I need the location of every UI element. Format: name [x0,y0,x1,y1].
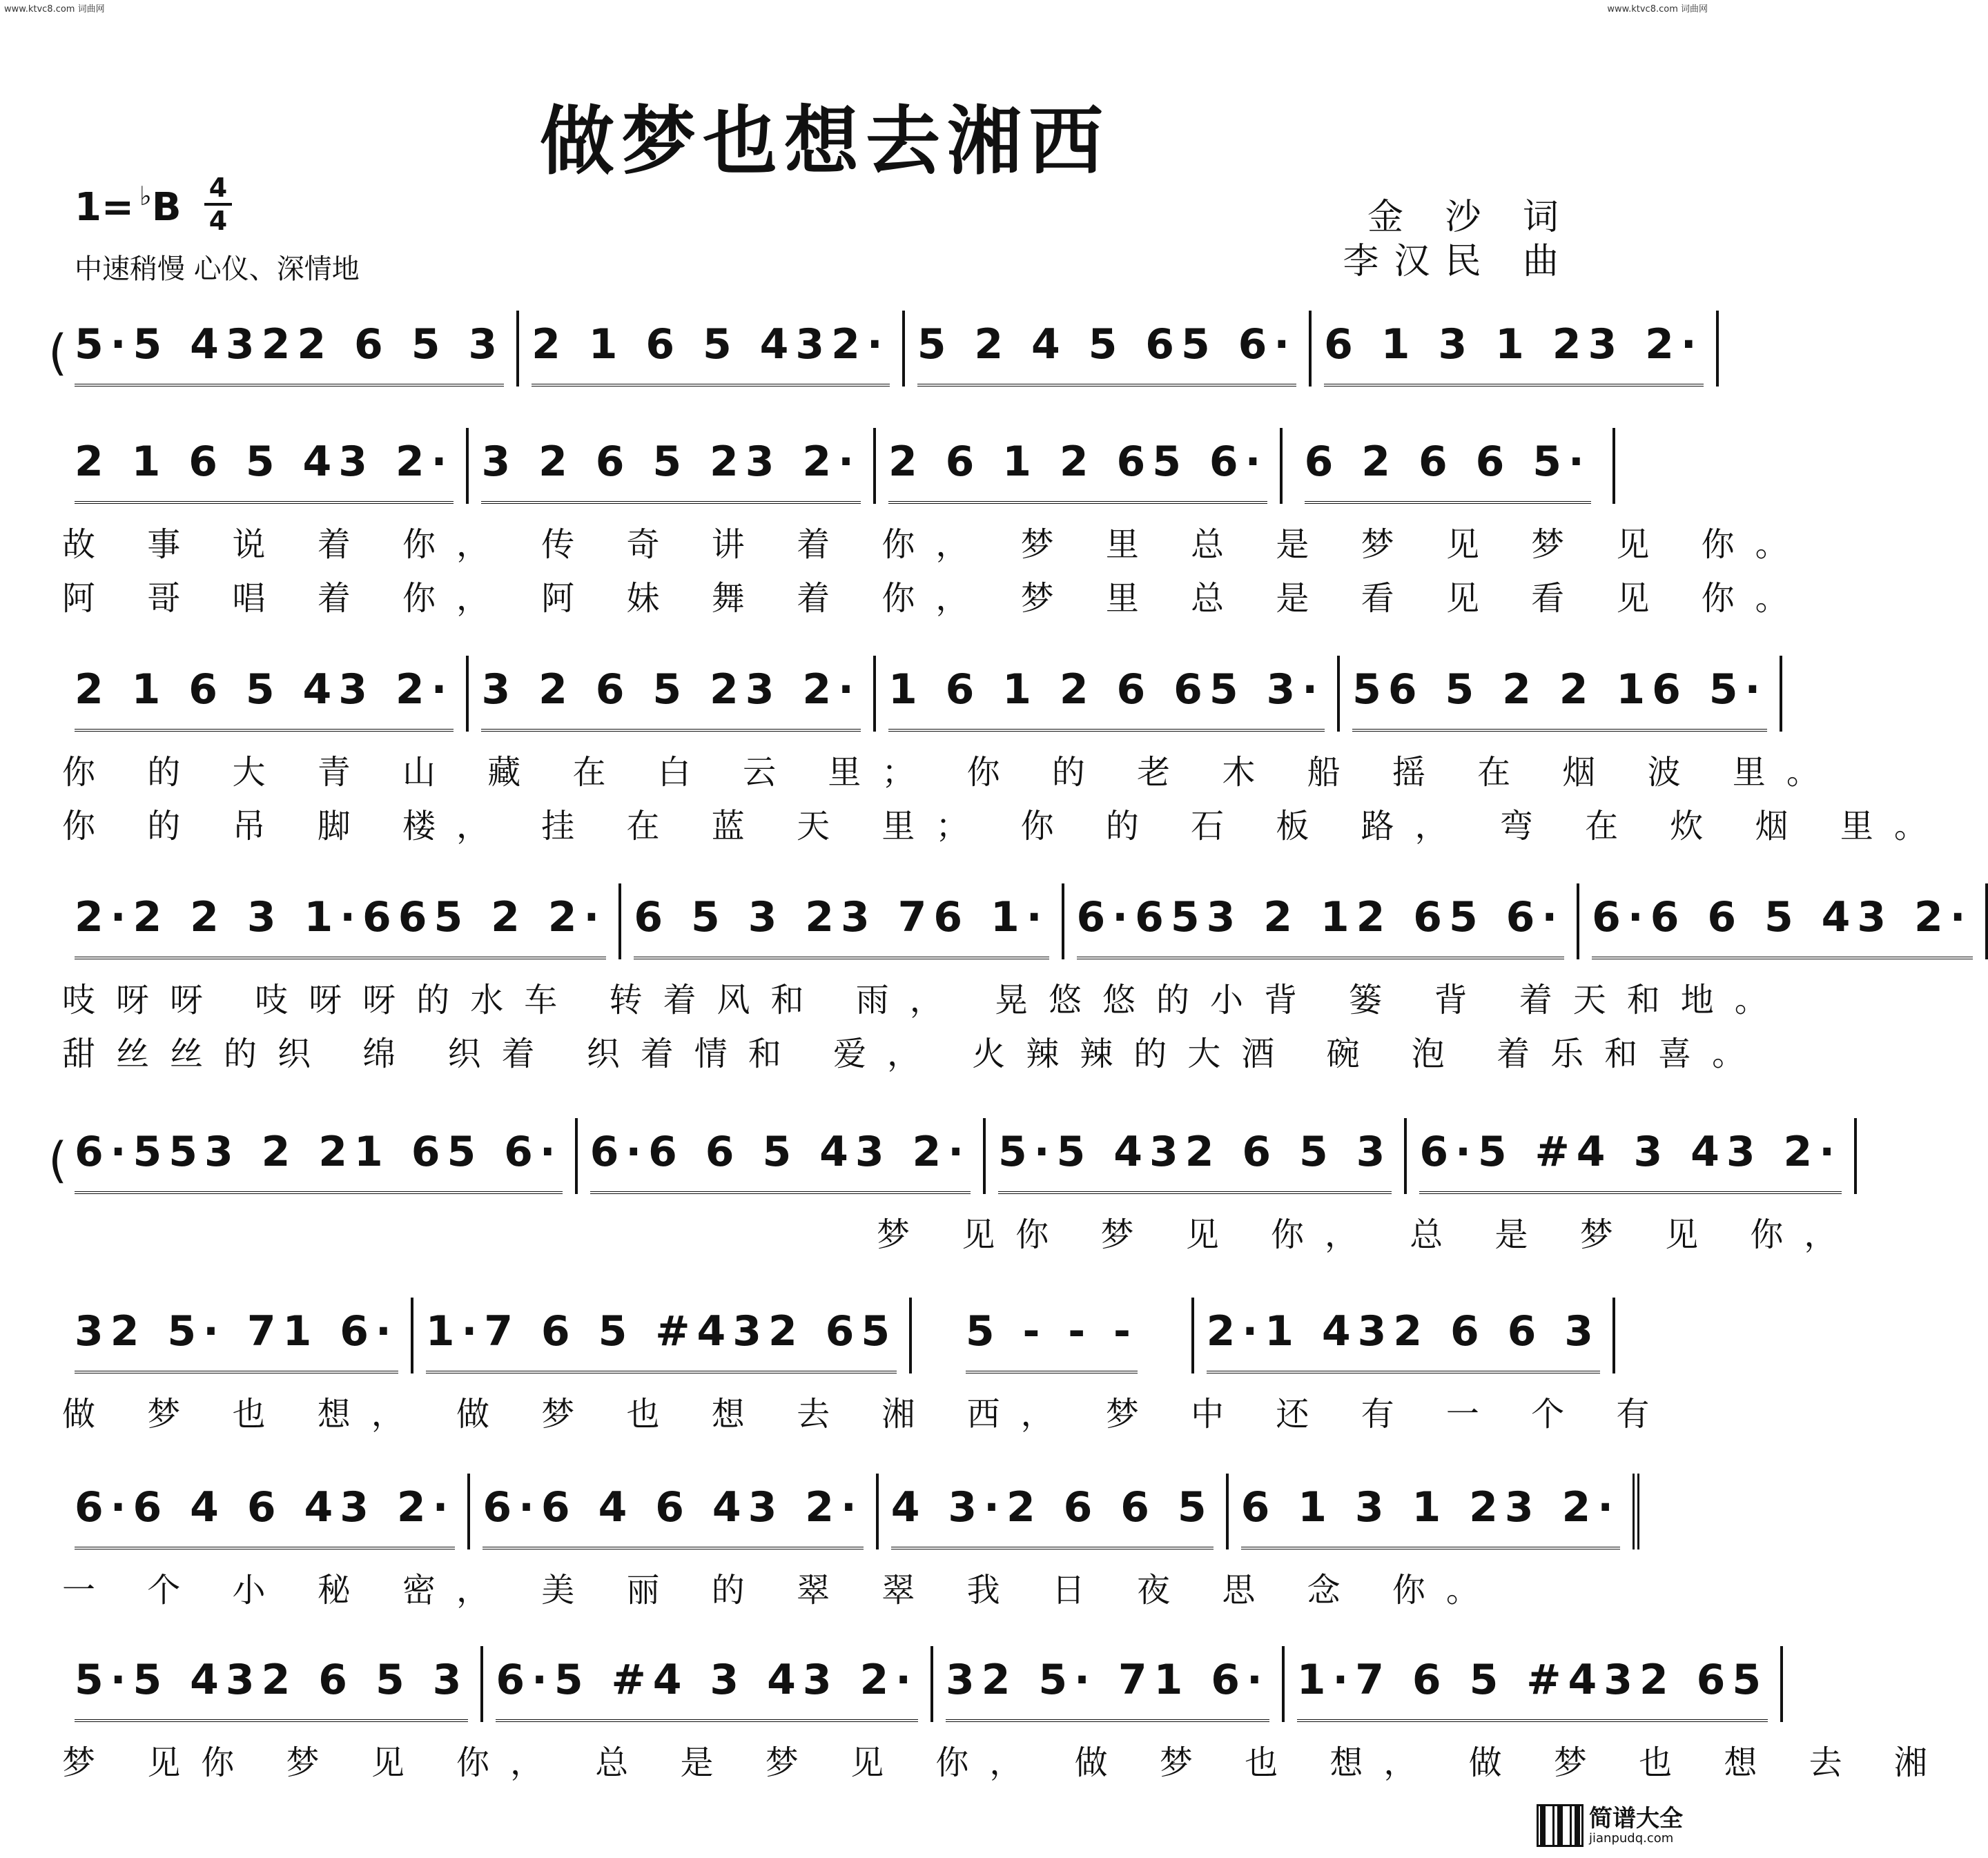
lyric-line: 做 梦 也 想， 做 梦 也 想 去 湘 西， 梦 中 还 有 一 个 有 [62,1395,1670,1434]
lyricist-credit: 金 沙 词 [1367,197,1574,238]
measure [1064,883,1580,959]
measure [519,311,905,387]
page-title: 做梦也想去湘西 [539,98,1110,185]
lyric-line: 你 的 吊 脚 楼， 挂 在 蓝 天 里； 你 的 石 板 路， 弯 在 炊 烟 里。 [62,807,1948,845]
lyric-line: 吱呀呀 吱呀呀的水车 转着风和 雨， 晃悠悠的小背 篓 背 着天和地。 [62,981,1789,1019]
lyric-line: 一 个 小 秘 密， 美 丽 的 翠 翠 我 日 夜 思 念 你。 [62,1571,1500,1610]
notes: 5 - - - [966,1307,1138,1373]
notes: 6·5 #4 3 43 2· [1419,1128,1842,1194]
notes: 6·6 6 5 43 2· [1592,893,1972,959]
measure [1312,311,1718,387]
notes: 2 1 6 5 43 2· [75,665,454,732]
notes: 5·5 432 6 5 3 [998,1128,1392,1194]
measure [470,1474,878,1549]
score-row-2 [62,428,1809,618]
score-row-1: ( 5·5 4322 6 5 3 2 1 6 5 432· 5 2 4 5 65 6· 6 1 3 1 23 2· [62,311,1615,469]
measure [905,311,1312,387]
measure [1340,656,1782,732]
notes: 5 2 4 5 65 6· [917,320,1296,387]
notes: 2 1 6 5 432· [532,320,890,387]
piano-icon [1537,1804,1583,1847]
measure [469,656,875,732]
measure [578,1118,986,1194]
score-row-3 [62,656,1948,845]
measure [469,428,875,504]
notes: 6·6 6 5 43 2· [590,1128,971,1194]
time-bottom: 4 [208,206,228,236]
key-signature [75,181,182,230]
key-note: B [151,185,182,230]
composer-credit: 李汉民 曲 [1343,241,1574,282]
notes: 2·1 432 6 6 3 [1207,1307,1600,1373]
measure [879,1474,1229,1549]
time-top: 4 [208,173,228,203]
notes: 6·553 2 21 65 6· [75,1128,563,1194]
notes: 2 1 6 5 43 2· [75,438,454,504]
measure [62,656,469,732]
notes: 6·653 2 12 65 6· [1077,893,1565,959]
notes: 32 5· 71 6· [946,1656,1269,1722]
score-row-7 [62,1474,1621,1632]
lyric-line: 梦 见你 梦 见 你， 总 是 梦 见 你， [877,1215,1858,1254]
notes: 1·7 6 5 #432 65 [426,1307,897,1373]
key-label: 1= [75,185,134,230]
measure [62,311,519,387]
score-row-8 [62,1646,1948,1805]
score-row-4 [62,883,1973,1073]
measure [483,1646,933,1722]
score-row-5: ( 6·553 2 21 65 6· 6·6 6 5 43 2· 5·5 432 6 5 3 6·5 #4 3 43 2· 梦 见你 梦 见 你， 总 是 梦 见 你， [62,1118,1615,1277]
measure [912,1298,1194,1373]
measure [876,656,1340,732]
measure [62,883,621,959]
notes: 4 3·2 6 6 5 [891,1483,1214,1549]
tempo-marking: 中速稍慢 心仪、深情地 [75,253,360,285]
logo-name: 简谱大全 [1589,1804,1683,1832]
notes: 6 2 6 6 5· [1305,438,1591,504]
measure [62,1118,578,1194]
notes: 5·5 432 6 5 3 [75,1656,468,1722]
time-signature [204,174,232,235]
measure [933,1646,1285,1722]
site-watermark-left: www.ktvc8.com 词曲网 [4,4,105,14]
lyric-line: 梦 见你 梦 见 你， 总 是 梦 见 你， 做 梦 也 想， 做 梦 也 想 去 湘 [62,1743,1948,1782]
notes: 3 2 6 5 23 2· [481,665,860,732]
notes: 56 5 2 2 16 5· [1352,665,1767,732]
measure [1229,1474,1639,1549]
measure [62,1646,483,1722]
notes: 3 2 6 5 23 2· [481,438,860,504]
measure [876,428,1283,504]
measure [1407,1118,1857,1194]
site-logo[interactable] [1537,1803,1702,1848]
notes: 2·2 2 3 1·665 2 2· [75,893,606,959]
score-row-6 [62,1298,1670,1456]
notes: 1 6 1 2 6 65 3· [888,665,1325,732]
notes: 6·6 4 6 43 2· [483,1483,863,1549]
site-watermark-right: www.ktvc8.com 词曲网 [1607,4,1708,14]
lyric-line: 甜丝丝的织 绵 织着 织着情和 爱， 火辣辣的大酒 碗 泡 着乐和喜。 [62,1035,1766,1073]
notes: 32 5· 71 6· [75,1307,398,1373]
flat-sign: ♭ [139,181,152,211]
measure [62,1298,413,1373]
measure [621,883,1064,959]
notes: 6·6 4 6 43 2· [75,1483,455,1549]
measure [62,428,469,504]
notes: 6 1 3 1 23 2· [1324,320,1703,387]
measure [413,1298,912,1373]
notes: 6 5 3 23 76 1· [634,893,1049,959]
notes: 2 6 1 2 65 6· [888,438,1267,504]
measure [1194,1298,1615,1373]
logo-url: jianpudq.com [1589,1830,1674,1846]
notes: 6 1 3 1 23 2· [1241,1483,1620,1549]
measure [62,1474,470,1549]
measure [1285,1646,1783,1722]
measure [986,1118,1407,1194]
notes: 1·7 6 5 #432 65 [1297,1656,1768,1722]
lyric-line: 你 的 大 青 山 藏 在 白 云 里； 你 的 老 木 船 摇 在 烟 波 里。 [62,753,1840,792]
lyric-line: 阿 哥 唱 着 你， 阿 妹 舞 着 你， 梦 里 总 是 看 见 看 见 你。 [62,579,1809,618]
notes: 6·5 #4 3 43 2· [496,1656,918,1722]
measure [1283,428,1615,504]
notes: 5·5 4322 6 5 3 [75,320,504,387]
lyric-line: 故 事 说 着 你， 传 奇 讲 着 你， 梦 里 总 是 梦 见 梦 见 你。 [62,525,1809,564]
measure [1579,883,1987,959]
